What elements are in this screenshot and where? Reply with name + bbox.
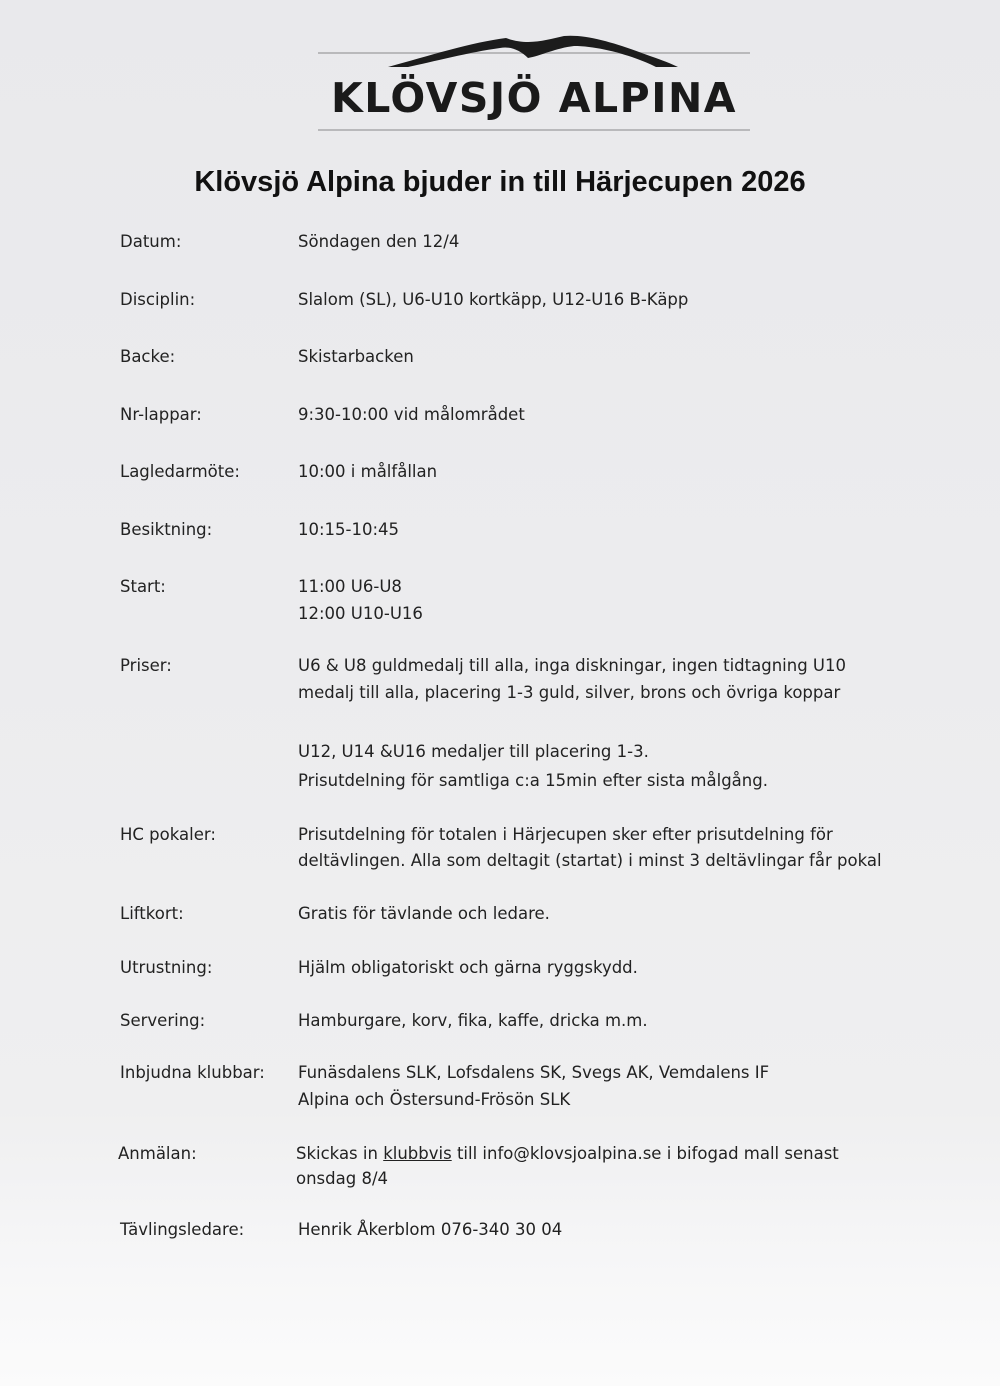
priser-label: Priser:	[120, 656, 172, 675]
liftkort-value: Gratis för tävlande och ledare.	[298, 904, 550, 923]
disciplin-label: Disciplin:	[120, 290, 196, 309]
anmalan-text-pre: Skickas in	[296, 1144, 384, 1163]
hcpokaler-value-line-1: Prisutdelning för totalen i Härjecupen sker efter prisutdelning för	[298, 825, 833, 844]
servering-value: Hamburgare, korv, fika, kaffe, dricka m.m.	[298, 1011, 648, 1030]
nrlappar-value: 9:30-10:00 vid målområdet	[298, 405, 525, 424]
klubbar-value-line-2: Alpina och Östersund-Frösön SLK	[298, 1090, 571, 1109]
tavlingsledare-value: Henrik Åkerblom 076-340 30 04	[298, 1220, 563, 1239]
servering-label: Servering:	[120, 1011, 206, 1030]
logo-text: KLÖVSJÖ ALPINA	[330, 74, 738, 122]
start-value-line-2: 12:00 U10-U16	[298, 604, 423, 623]
priser-value-line-1: U6 & U8 guldmedalj till alla, inga diskningar, ingen tidtagning U10	[298, 656, 846, 675]
priser-value-line-4: Prisutdelning för samtliga c:a 15min efter sista målgång.	[298, 771, 768, 790]
utrustning-label: Utrustning:	[120, 958, 213, 977]
lagledarmote-value: 10:00 i målfållan	[298, 462, 438, 481]
priser-value-line-3: U12, U14 &U16 medaljer till placering 1-3.	[298, 742, 649, 761]
page-title: Klövsjö Alpina bjuder in till Härjecupen 2026	[194, 166, 806, 198]
liftkort-label: Liftkort:	[120, 904, 184, 923]
mountain-icon	[388, 34, 678, 68]
utrustning-value: Hjälm obligatoriskt och gärna ryggskydd.	[298, 958, 638, 977]
klubbvis-link[interactable]: klubbvis	[383, 1144, 452, 1163]
lagledarmote-label: Lagledarmöte:	[120, 462, 240, 481]
klubbar-value-line-1: Funäsdalens SLK, Lofsdalens SK, Svegs AK, Vemdalens IF	[298, 1063, 770, 1082]
disciplin-value: Slalom (SL), U6-U10 kortkäpp, U12-U16 B-Käpp	[298, 290, 689, 309]
anmalan-value-line-1	[296, 1141, 839, 1167]
klubbar-label: Inbjudna klubbar:	[120, 1063, 265, 1082]
hcpokaler-value-line-2: deltävlingen. Alla som deltagit (startat) i minst 3 deltävlingar får pokal	[298, 851, 882, 870]
datum-value: Söndagen den 12/4	[298, 232, 460, 251]
anmalan-value-line-2: onsdag 8/4	[296, 1169, 389, 1188]
backe-label: Backe:	[120, 347, 176, 366]
datum-label: Datum:	[120, 232, 182, 251]
logo-bottom-rule	[318, 129, 750, 131]
nrlappar-label: Nr-lappar:	[120, 405, 202, 424]
anmalan-text-post: till info@klovsjoalpina.se i bifogad mall senast	[451, 1144, 839, 1163]
besiktning-label: Besiktning:	[120, 520, 213, 539]
besiktning-value: 10:15-10:45	[298, 520, 400, 539]
logo	[318, 34, 750, 134]
backe-value: Skistarbacken	[298, 347, 414, 366]
anmalan-label: Anmälan:	[118, 1144, 197, 1163]
start-value-line-1: 11:00 U6-U8	[298, 577, 402, 596]
start-label: Start:	[120, 577, 166, 596]
hcpokaler-label: HC pokaler:	[120, 825, 216, 844]
priser-value-line-2: medalj till alla, placering 1-3 guld, silver, brons och övriga koppar	[298, 683, 841, 702]
tavlingsledare-label: Tävlingsledare:	[120, 1220, 245, 1239]
